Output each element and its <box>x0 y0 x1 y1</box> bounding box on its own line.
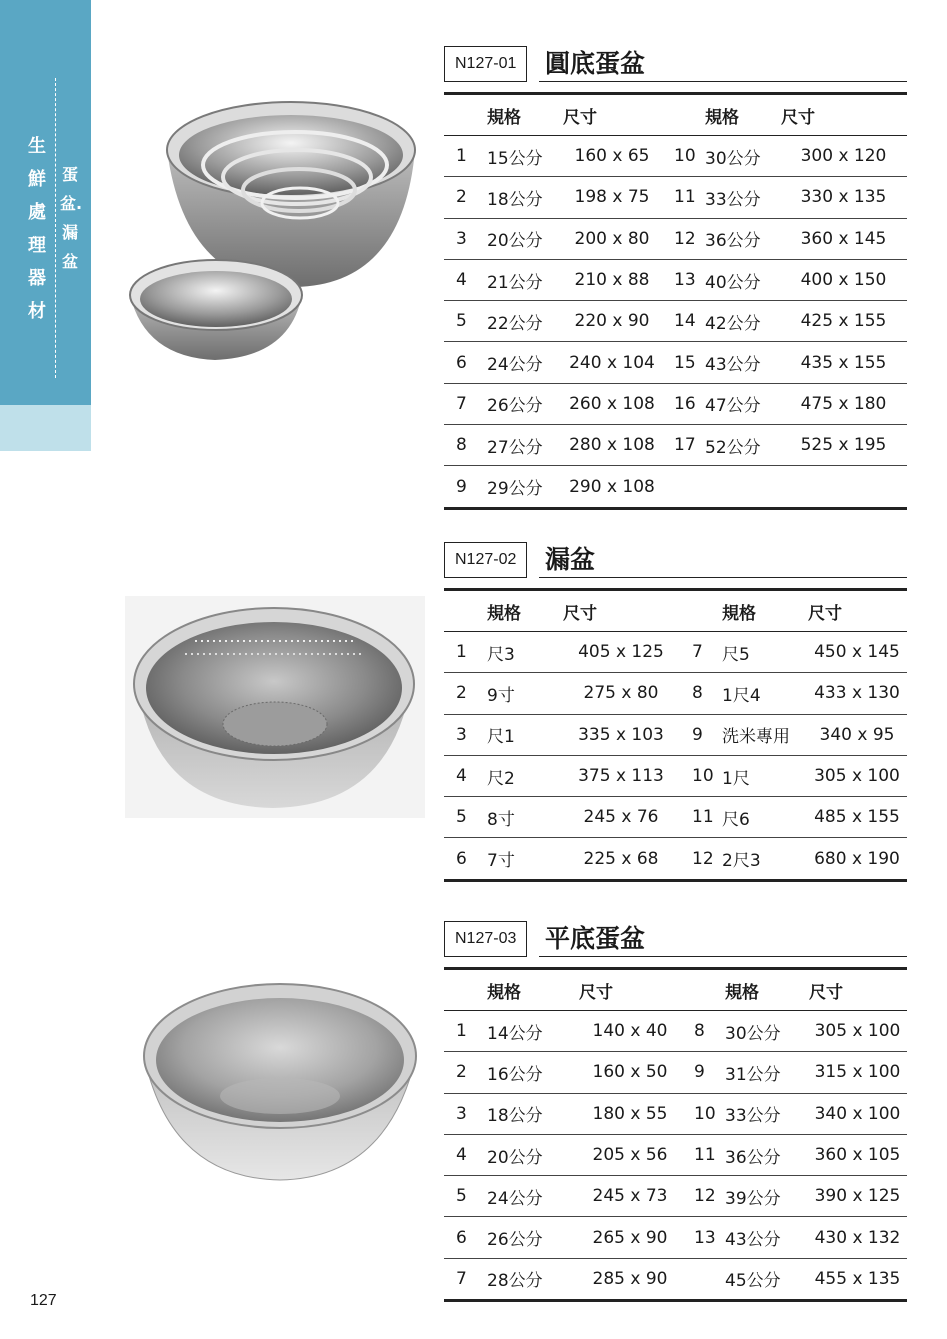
table-header-row <box>444 94 907 136</box>
spec-value: 30公分 <box>724 1011 808 1052</box>
spec-value: 1尺 <box>721 755 807 796</box>
size-value: 525 x 195 <box>780 425 907 466</box>
spec-value: 1尺4 <box>721 673 807 714</box>
size-value: 390 x 125 <box>808 1176 907 1217</box>
spec-value: 24公分 <box>486 1176 578 1217</box>
size-value: 335 x 103 <box>562 714 680 755</box>
spec-value: 15公分 <box>486 136 562 177</box>
item-number: 4 <box>444 755 486 796</box>
colander-image <box>125 596 425 818</box>
size-value: 275 x 80 <box>562 673 680 714</box>
size-value: 205 x 56 <box>578 1134 682 1175</box>
item-number: 4 <box>444 1134 486 1175</box>
section-header <box>444 46 907 82</box>
section-round-bottom-bowl <box>444 46 907 510</box>
table-row <box>444 1093 907 1134</box>
table-row <box>444 1217 907 1258</box>
flat-bottom-bowl-image <box>138 978 423 1186</box>
table-row <box>444 838 907 880</box>
size-value: 680 x 190 <box>807 838 907 880</box>
spec-value: 洗米專用 <box>721 714 807 755</box>
size-value: 475 x 180 <box>780 383 907 424</box>
item-number: 8 <box>444 425 486 466</box>
spec-value: 尺1 <box>486 714 562 755</box>
item-number: 5 <box>444 797 486 838</box>
item-number: 12 <box>682 1176 724 1217</box>
spec-value: 21公分 <box>486 259 562 300</box>
table-row <box>444 1176 907 1217</box>
section-flat-bottom-bowl <box>444 921 907 1302</box>
size-value: 405 x 125 <box>562 632 680 673</box>
item-number: 14 <box>662 301 704 342</box>
spec-value: 40公分 <box>704 259 780 300</box>
item-number: 13 <box>682 1217 724 1258</box>
col-header-size: 尺寸 <box>578 969 682 1011</box>
table-row <box>444 301 907 342</box>
item-number: 9 <box>444 466 486 508</box>
col-header-spec: 規格 <box>704 94 780 136</box>
spec-value: 尺3 <box>486 632 562 673</box>
size-value: 200 x 80 <box>562 218 662 259</box>
item-number: 8 <box>682 1011 724 1052</box>
item-number: 12 <box>662 218 704 259</box>
col-header-spec: 規格 <box>486 590 562 632</box>
size-value: 340 x 95 <box>807 714 907 755</box>
size-value: 425 x 155 <box>780 301 907 342</box>
spec-value: 尺5 <box>721 632 807 673</box>
section-colander <box>444 542 907 882</box>
table-row <box>444 177 907 218</box>
size-value: 260 x 108 <box>562 383 662 424</box>
size-value: 485 x 155 <box>807 797 907 838</box>
spec-value: 30公分 <box>704 136 780 177</box>
item-number: 16 <box>662 383 704 424</box>
size-value: 285 x 90 <box>578 1258 682 1300</box>
item-number: 4 <box>444 259 486 300</box>
item-number: 2 <box>444 1052 486 1093</box>
item-number: 6 <box>444 838 486 880</box>
side-tab-accent <box>0 405 91 451</box>
item-number: 11 <box>662 177 704 218</box>
header-underline <box>539 956 907 957</box>
product-code: N127-01 <box>444 46 527 82</box>
col-header-size: 尺寸 <box>562 94 662 136</box>
item-number: 6 <box>444 1217 486 1258</box>
size-value: 210 x 88 <box>562 259 662 300</box>
spec-value: 18公分 <box>486 177 562 218</box>
item-number: 7 <box>444 1258 486 1300</box>
header-underline <box>539 81 907 82</box>
table-row <box>444 714 907 755</box>
col-header-size: 尺寸 <box>808 969 907 1011</box>
size-value: 340 x 100 <box>808 1093 907 1134</box>
item-number: 5 <box>444 301 486 342</box>
spec-value: 43公分 <box>704 342 780 383</box>
table-row <box>444 342 907 383</box>
item-number: 17 <box>662 425 704 466</box>
section-title: 漏盆 <box>545 545 596 574</box>
spec-value: 47公分 <box>704 383 780 424</box>
table-row <box>444 425 907 466</box>
size-value: 305 x 100 <box>808 1011 907 1052</box>
item-number: 11 <box>682 1134 724 1175</box>
spec-value: 43公分 <box>724 1217 808 1258</box>
nested-round-bowls-image <box>125 95 425 370</box>
section-title: 平底蛋盆 <box>545 924 646 953</box>
col-header-spec: 規格 <box>486 969 578 1011</box>
size-value: 140 x 40 <box>578 1011 682 1052</box>
item-number: 7 <box>444 383 486 424</box>
spec-table <box>444 588 907 882</box>
spec-table <box>444 967 907 1302</box>
section-header <box>444 542 907 578</box>
spec-value: 29公分 <box>486 466 562 508</box>
size-value: 450 x 145 <box>807 632 907 673</box>
spec-value: 20公分 <box>486 1134 578 1175</box>
spec-value: 28公分 <box>486 1258 578 1300</box>
section-title: 圓底蛋盆 <box>545 49 646 78</box>
size-value: 160 x 50 <box>578 1052 682 1093</box>
spec-value: 16公分 <box>486 1052 578 1093</box>
table-row <box>444 1258 907 1300</box>
section-header <box>444 921 907 957</box>
spec-value <box>704 466 780 508</box>
item-number: 9 <box>680 714 721 755</box>
spec-value: 39公分 <box>724 1176 808 1217</box>
spec-value: 20公分 <box>486 218 562 259</box>
spec-value: 尺2 <box>486 755 562 796</box>
item-number: 9 <box>682 1052 724 1093</box>
col-header-size: 尺寸 <box>807 590 907 632</box>
item-number: 11 <box>680 797 721 838</box>
item-number: 1 <box>444 136 486 177</box>
spec-value: 52公分 <box>704 425 780 466</box>
spec-value: 9寸 <box>486 673 562 714</box>
spec-value: 7寸 <box>486 838 562 880</box>
spec-value: 24公分 <box>486 342 562 383</box>
size-value: 300 x 120 <box>780 136 907 177</box>
spec-value: 26公分 <box>486 383 562 424</box>
item-number: 12 <box>680 838 721 880</box>
spec-value: 14公分 <box>486 1011 578 1052</box>
page-number: 127 <box>30 1292 57 1309</box>
spec-value: 26公分 <box>486 1217 578 1258</box>
item-number: 1 <box>444 632 486 673</box>
col-header-spec: 規格 <box>721 590 807 632</box>
size-value: 455 x 135 <box>808 1258 907 1300</box>
size-value: 225 x 68 <box>562 838 680 880</box>
size-value: 290 x 108 <box>562 466 662 508</box>
spec-table <box>444 92 907 510</box>
product-code: N127-03 <box>444 921 527 957</box>
item-number: 2 <box>444 177 486 218</box>
item-number: 6 <box>444 342 486 383</box>
size-value: 280 x 108 <box>562 425 662 466</box>
size-value: 435 x 155 <box>780 342 907 383</box>
sidebar-subcategory: 蛋盆.漏盆 <box>60 165 83 271</box>
size-value: 240 x 104 <box>562 342 662 383</box>
item-number: 7 <box>680 632 721 673</box>
table-row <box>444 1134 907 1175</box>
table-header-row <box>444 590 907 632</box>
spec-value: 8寸 <box>486 797 562 838</box>
size-value: 180 x 55 <box>578 1093 682 1134</box>
col-header-spec: 規格 <box>724 969 808 1011</box>
item-number <box>682 1258 724 1300</box>
item-number: 3 <box>444 714 486 755</box>
item-number: 1 <box>444 1011 486 1052</box>
table-row <box>444 136 907 177</box>
spec-value: 36公分 <box>704 218 780 259</box>
item-number: 3 <box>444 1093 486 1134</box>
table-row <box>444 1052 907 1093</box>
col-header-spec: 規格 <box>486 94 562 136</box>
item-number: 2 <box>444 673 486 714</box>
size-value: 400 x 150 <box>780 259 907 300</box>
spec-value: 2尺3 <box>721 838 807 880</box>
col-header-size: 尺寸 <box>562 590 680 632</box>
sidebar-category: 生鮮處理器材 <box>28 136 46 322</box>
table-row <box>444 755 907 796</box>
spec-value: 36公分 <box>724 1134 808 1175</box>
table-row <box>444 259 907 300</box>
spec-value: 45公分 <box>724 1258 808 1300</box>
table-row <box>444 383 907 424</box>
table-row <box>444 632 907 673</box>
size-value: 160 x 65 <box>562 136 662 177</box>
item-number: 5 <box>444 1176 486 1217</box>
spec-value: 42公分 <box>704 301 780 342</box>
table-row <box>444 673 907 714</box>
size-value: 265 x 90 <box>578 1217 682 1258</box>
size-value: 198 x 75 <box>562 177 662 218</box>
size-value: 433 x 130 <box>807 673 907 714</box>
size-value: 375 x 113 <box>562 755 680 796</box>
item-number: 15 <box>662 342 704 383</box>
spec-value: 33公分 <box>704 177 780 218</box>
item-number: 10 <box>662 136 704 177</box>
side-divider <box>55 78 56 378</box>
item-number: 3 <box>444 218 486 259</box>
table-row <box>444 797 907 838</box>
header-underline <box>539 577 907 578</box>
item-number: 10 <box>682 1093 724 1134</box>
table-header-row <box>444 969 907 1011</box>
item-number: 10 <box>680 755 721 796</box>
size-value: 330 x 135 <box>780 177 907 218</box>
size-value: 220 x 90 <box>562 301 662 342</box>
size-value: 305 x 100 <box>807 755 907 796</box>
size-value <box>780 466 907 508</box>
item-number: 8 <box>680 673 721 714</box>
spec-value: 22公分 <box>486 301 562 342</box>
table-row <box>444 466 907 508</box>
spec-value: 18公分 <box>486 1093 578 1134</box>
table-row <box>444 218 907 259</box>
spec-value: 31公分 <box>724 1052 808 1093</box>
size-value: 245 x 76 <box>562 797 680 838</box>
size-value: 360 x 105 <box>808 1134 907 1175</box>
table-row <box>444 1011 907 1052</box>
spec-value: 33公分 <box>724 1093 808 1134</box>
size-value: 360 x 145 <box>780 218 907 259</box>
col-header-size: 尺寸 <box>780 94 907 136</box>
item-number <box>662 466 704 508</box>
size-value: 245 x 73 <box>578 1176 682 1217</box>
item-number: 13 <box>662 259 704 300</box>
size-value: 430 x 132 <box>808 1217 907 1258</box>
spec-value: 尺6 <box>721 797 807 838</box>
spec-value: 27公分 <box>486 425 562 466</box>
size-value: 315 x 100 <box>808 1052 907 1093</box>
product-code: N127-02 <box>444 542 527 578</box>
